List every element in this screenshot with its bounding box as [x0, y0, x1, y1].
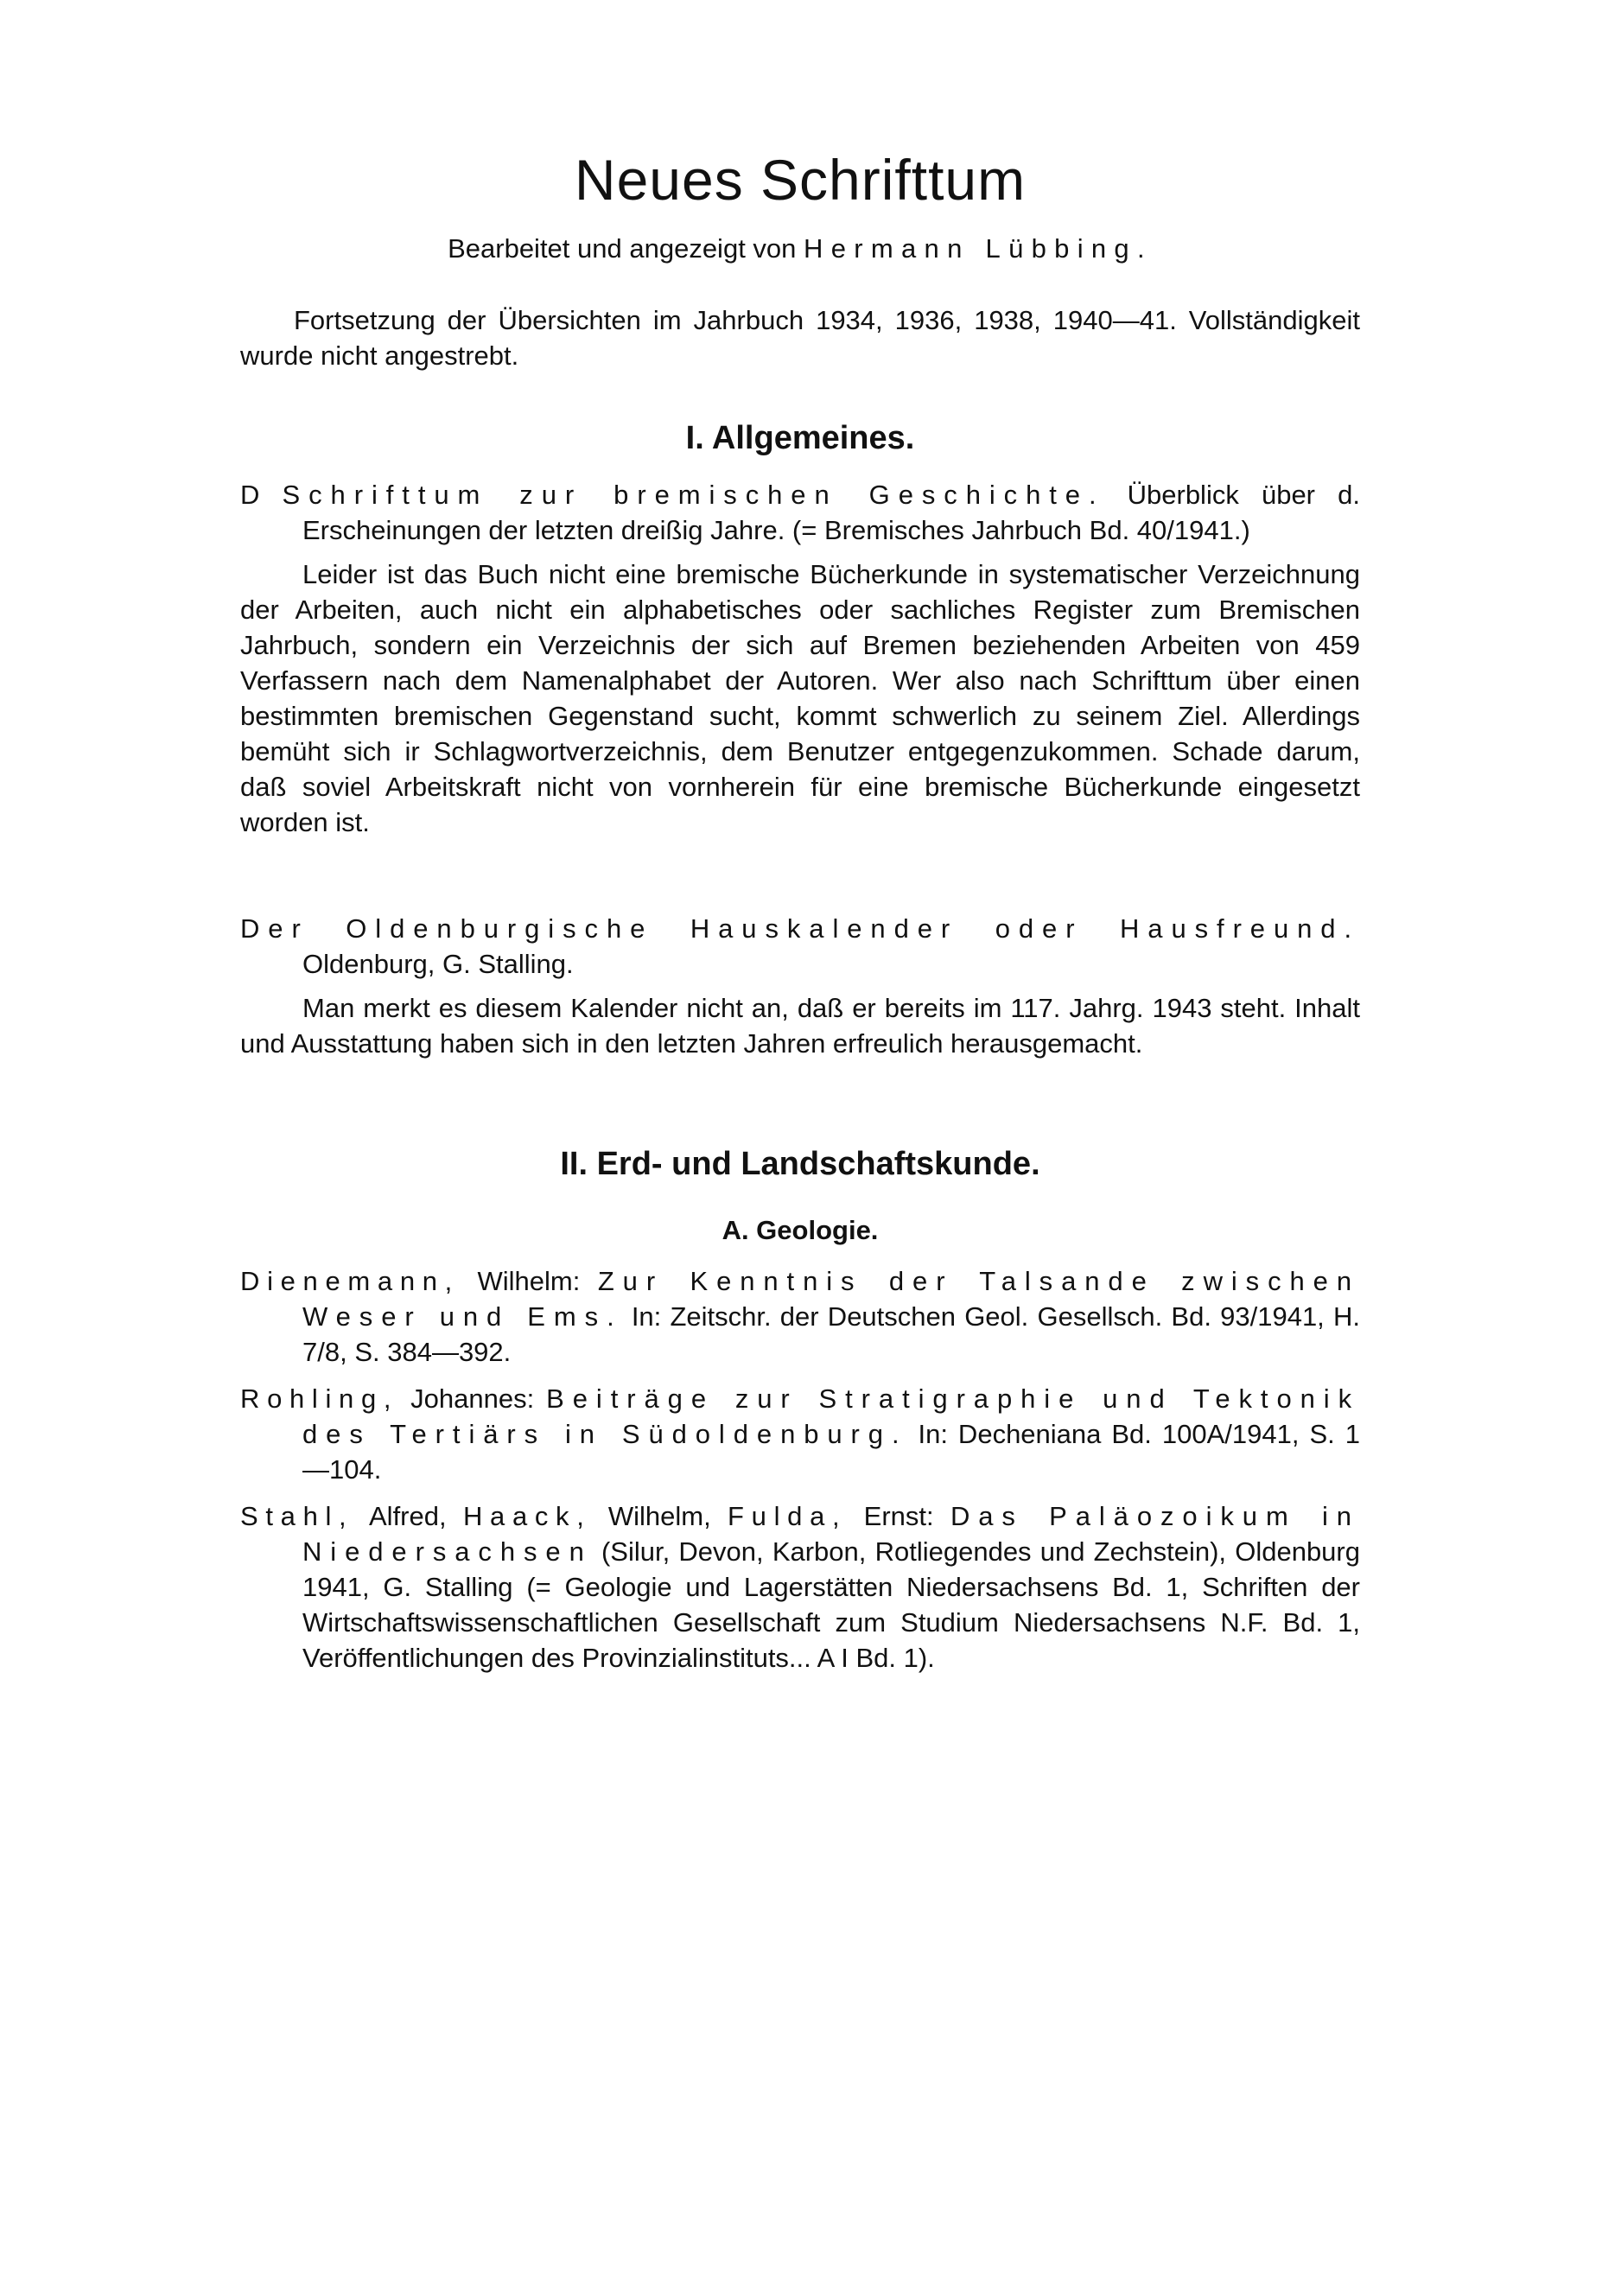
byline-prefix: Bearbeitet und angezeigt von — [448, 233, 797, 264]
entry-author-2: Haack, — [462, 1501, 592, 1531]
entry-comment: Leider ist das Buch nicht eine bremische Bücherkunde in systematischer Verzeichnung der Arbeiten, auch nicht ein alphabetisches oder sachliches Register zum Bremischen Jahrbuch, sondern ein Verzeichnis der sich auf Bremen beziehenden Arbeiten von 459 Verfassern nach dem Namenalphabet der Autoren. Wer also nach Schrifttum über einen bestimmten bremischen Gegenstand sucht, kommt schwerlich zu seinem Ziel. Allerdings bemüht sich ir Schlagwortverzeichnis, dem Benutzer entgegenzukommen. Schade darum, daß soviel Arbeitskraft nicht von vornherein für eine bremische Bücherkunde eingesetzt worden ist. — [240, 559, 1360, 837]
byline-author: Hermann Lübbing. — [804, 233, 1153, 264]
section-heading-erdkunde: II. Erd- und Landschaftskunde. — [560, 1146, 1040, 1182]
section-heading-allgemeines: I. Allgemeines. — [685, 420, 915, 456]
entry-head — [240, 477, 1360, 548]
intro-paragraph — [240, 302, 1360, 373]
entry-author-3: Fulda, — [728, 1501, 848, 1531]
entry-author: Stahl, — [240, 1501, 354, 1531]
page-title: Neues Schrifttum — [574, 148, 1027, 212]
entry-author: Dienemann, — [240, 1266, 460, 1296]
entry-title: Schrifttum zur bremischen Geschichte. — [282, 480, 1105, 510]
entry-author-first-name: Wilhelm: — [477, 1266, 581, 1296]
entry-head — [240, 1263, 1360, 1370]
byline — [240, 232, 1360, 266]
entry-details: In: Decheniana Bd. 100A/1941, S. 1—104. — [302, 1419, 1360, 1485]
entry-stahl-haack-fulda — [240, 1498, 1360, 1676]
entry-details: Oldenburg, G. Stalling. — [302, 949, 574, 979]
entry-oldenburgischer-hauskalender — [240, 911, 1360, 1061]
entry-title: Der Oldenburgische Hauskalender oder Hausfreund. — [240, 913, 1360, 944]
entry-head — [240, 1498, 1360, 1676]
entry-head — [240, 1381, 1360, 1487]
intro-text: Fortsetzung der Übersichten im Jahrbuch 1934, 1936, 1938, 1940—41. Vollständigkeit wurde nicht angestrebt. — [240, 305, 1360, 371]
entry-schrifttum-bremen — [240, 477, 1360, 840]
entry-comment: Man merkt es diesem Kalender nicht an, daß er bereits im 117. Jahrg. 1943 steht. Inhalt und Ausstattung haben sich in den letzten Jahren erfreulich herausgemacht. — [240, 993, 1360, 1059]
entry-author-3-first-name: Ernst: — [863, 1501, 934, 1531]
entry-title: Das Paläozoikum in Niedersachsen — [302, 1501, 1360, 1567]
entry-rohling — [240, 1381, 1360, 1487]
entry-author-2-first-name: Wilhelm, — [607, 1501, 711, 1531]
entry-author-first-name: Johannes: — [410, 1383, 535, 1414]
entry-details: (Silur, Devon, Karbon, Rotliegendes und Zechstein), Oldenburg 1941, G. Stalling (= Geologie und Lagerstätten Niedersachsens Bd. 1, Schriften der Wirtschaftswissenschaftlichen Gesellschaft zum Studium Niedersachsens N.F. Bd. 1, Veröffentlichungen des Provinzialinstituts... A I Bd. 1). — [302, 1536, 1360, 1673]
entry-author-first-name: Alfred, — [369, 1501, 447, 1531]
entry-head — [240, 911, 1360, 982]
entry-details: In: Zeitschr. der Deutschen Geol. Gesellsch. Bd. 93/1941, H. 7/8, S. 384—392. — [302, 1301, 1360, 1367]
entry-dienemann — [240, 1263, 1360, 1370]
entry-details: Überblick über d. Erscheinungen der letzten dreißig Jahre. (= Bremisches Jahrbuch Bd. 40/1941.) — [302, 480, 1360, 545]
subsection-heading-geologie: A. Geologie. — [722, 1215, 879, 1245]
entry-prefix: D — [240, 480, 260, 510]
entry-author: Rohling, — [240, 1383, 399, 1414]
entry-title: Beiträge zur Stratigraphie und Tektonik des Tertiärs in Südoldenburg. — [302, 1383, 1360, 1449]
entry-title: Zur Kenntnis der Talsande zwischen Weser und Ems. — [302, 1266, 1361, 1332]
